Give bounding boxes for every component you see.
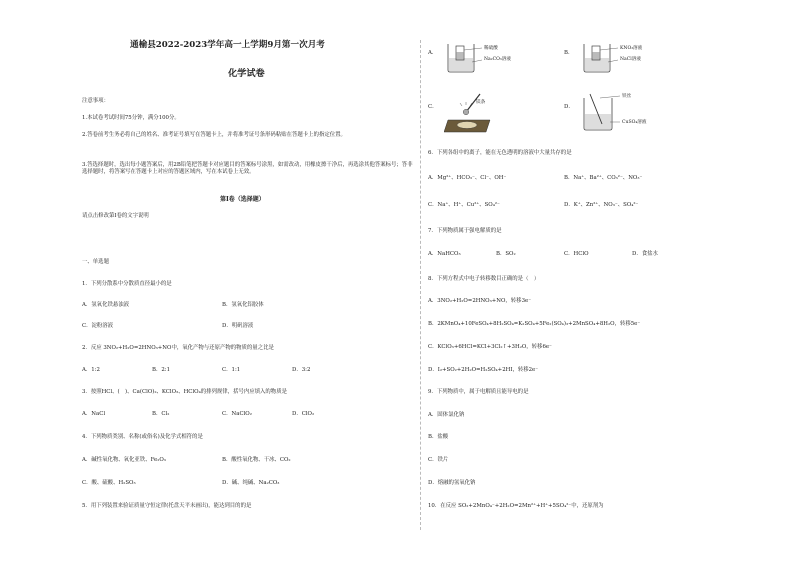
question-7-option-c: C．HClO: [564, 251, 589, 257]
question-7-option-a: A．NaHCO₃: [428, 251, 461, 257]
figure-d-text-2: CuSO₄溶液: [622, 120, 647, 125]
question-stem-9: 9．下列物质中，属于电解质且能导电的是: [428, 389, 529, 395]
question-stem-1: 1．下列分散系中分散质直径最小的是: [82, 281, 172, 287]
question-4-option-c: C．酸、硫酸、H₂SO₃: [82, 480, 136, 486]
question-1-option-c: C．淀粉溶液: [82, 323, 114, 329]
notes-heading: 注意事项：: [82, 98, 109, 104]
figure-c-text: 镁条: [476, 100, 486, 105]
question-4-option-a: A．碱性氧化物、氧化亚铁、Fe₂O₃: [82, 457, 166, 463]
question-stem-8: 8．下列方程式中电子转移数目正确的是（ ）: [428, 276, 540, 282]
figure-d-text-1: 铁丝: [622, 94, 632, 99]
column-divider: [420, 40, 421, 530]
question-stem-4: 4．下列物质类别、名称(或俗名)及化学式相符的是: [82, 434, 203, 440]
exam-subtitle: 化学试卷: [228, 68, 265, 79]
question-stem-2: 2．反应 3NO₂+H₂O=2HNO₃+NO中，氧化产物与还原产物的物质的量之比是: [82, 345, 274, 351]
question-3-option-a: A．NaCl: [82, 411, 106, 417]
question-stem-10: 10．在反应 SO₂+2MnO₄⁻+2H₂O=2Mn²⁺+H⁺+5SO₄²⁻中，还原剂为: [428, 503, 604, 509]
question-stem-6: 6．下列各组中的离子，能在无色透明的溶液中大量共存的是: [428, 150, 572, 156]
question-stem-5: 5．用下列装置来验证质量守恒定律(托盘天平未画出)，能达到目的的是: [82, 503, 252, 509]
figure-c-burning-apparatus: [444, 92, 504, 134]
section-title: 第I卷（选择题）: [220, 196, 265, 203]
question-stem-7: 7．下列物质属于强电解质的是: [428, 228, 502, 234]
question-8-option-a: A．3NO₂+H₂O=2HNO₃+NO，转移3e⁻: [428, 298, 532, 304]
figure-a-text-1: 稀硫酸: [484, 46, 498, 51]
question-1-option-d: D．明矾溶液: [222, 323, 254, 329]
question-1-option-b: B．氢氧化铝胶体: [222, 302, 264, 308]
question-7-option-d: D．食盐水: [632, 251, 658, 257]
figure-b-text-1: KNO₃溶液: [620, 46, 643, 51]
question-6-option-b: B．Na⁺、Ba²⁺、CO₃²⁻、NO₃⁻: [564, 175, 643, 181]
question-6-option-a: A．Mg²⁺、HCO₃⁻、Cl⁻、OH⁻: [428, 175, 507, 181]
figure-a-label: A．: [428, 50, 438, 56]
question-2-option-c: C．1:1: [222, 367, 241, 373]
question-8-option-d: D．I₂+SO₂+2H₂O=H₂SO₄+2HI，转移2e⁻: [428, 367, 539, 373]
question-8-option-c: C．KClO₃+6HCl=KCl+3Cl₂↑+3H₂O，转移6e⁻: [428, 344, 552, 350]
question-3-option-d: D．ClO₂: [292, 411, 315, 417]
question-4-option-d: D．碱、纯碱、Na₂CO₃: [222, 480, 280, 486]
question-8-option-b: B．2KMnO₄+10FeSO₄+8H₂SO₄=K₂SO₄+5Fe₂(SO₄)₃+2MnSO₄+8H₂O，转移5e⁻: [428, 321, 641, 327]
figure-d-label: D．: [564, 104, 574, 110]
figure-b-text-2: NaCl溶液: [620, 57, 641, 62]
question-2-option-a: A．1:2: [82, 367, 100, 373]
question-3-option-c: C．NaClO₂: [222, 411, 252, 417]
question-stem-3: 3．按照HCl、( )、Ca(ClO)₂、KClO₃、HClO₄的排列规律，括号内应填入的物质是: [82, 389, 287, 395]
exam-title: 通榆县2022-2023学年高一上学期9月第一次月考: [130, 40, 325, 50]
question-3-option-b: B．Cl₂: [152, 411, 170, 417]
question-9-option-c: C．铁片: [428, 457, 449, 463]
question-9-option-b: B．盐酸: [428, 434, 449, 440]
figure-c-label: C．: [428, 104, 438, 110]
question-6-option-c: C．Na⁺、H⁺、Cu²⁺、SO₄²⁻: [428, 202, 500, 208]
note-item-1: 1.本试卷考试时间75分钟，满分100分。: [82, 115, 180, 121]
note-item-2: 2.答卷前考生务必将自己的姓名、准考证号填写在答题卡上，并将准考证号条形码粘贴在答题卡上的指定位置。: [82, 132, 346, 138]
question-7-option-b: B．SO₂: [496, 251, 516, 257]
question-1-option-a: A．氢氧化铁悬浊液: [82, 302, 130, 308]
figure-b-label: B．: [564, 50, 574, 56]
part-heading: 一、单选题: [82, 259, 109, 265]
note-item-3: 3.答选择题时，选出每小题答案后，用2B铅笔把答题卡对应题目的答案标号涂黑，如需改动，用橡皮擦干净后，再选涂其他答案标号；答非选择题时，将答案写在答题卡上对应的答题区域内，写在本试卷上无效。: [82, 162, 413, 175]
question-9-option-a: A．固体氯化钠: [428, 412, 465, 418]
question-4-option-b: B．酸性氧化物、干冰、CO₂: [222, 457, 291, 463]
question-2-option-d: D．3:2: [292, 367, 311, 373]
question-6-option-d: D．K⁺、Zn²⁺、NO₃⁻、SO₄²⁻: [564, 202, 639, 208]
section-instruction: 请点击修改第I卷的文字说明: [82, 213, 149, 219]
question-2-option-b: B．2:1: [152, 367, 171, 373]
figure-a-text-2: Na₂CO₃溶液: [484, 57, 511, 62]
question-9-option-d: D．熔融的氢氧化钠: [428, 480, 476, 486]
